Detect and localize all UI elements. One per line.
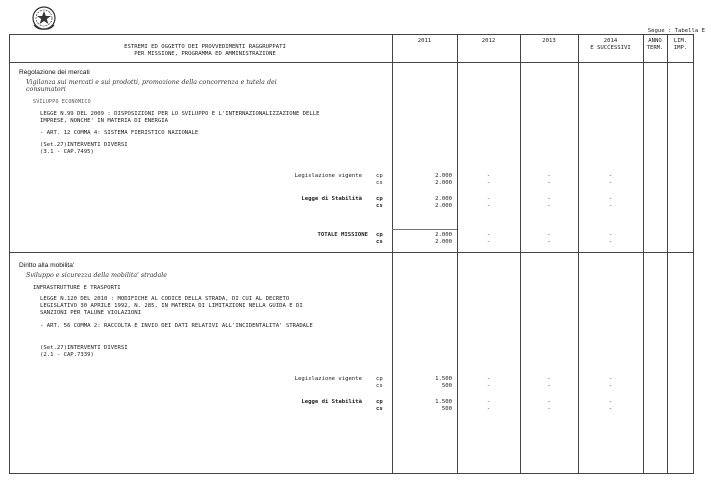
- value-2014-cs: -: [608, 180, 613, 186]
- row-label: Legge di Stabilità: [301, 196, 362, 202]
- col-divider-2011: [392, 34, 393, 474]
- value-2013-cs: -: [547, 383, 551, 389]
- row-label: Legislazione vigente: [294, 376, 362, 382]
- value-2014-cs: -: [608, 383, 613, 389]
- total-2013-cp: -: [547, 232, 551, 238]
- mission-1-chapter-line2: (3.1 - CAP.7495): [40, 149, 94, 155]
- header-lim-sub: IMP.: [673, 45, 688, 51]
- cp-label: cp: [376, 232, 383, 238]
- header-lim: LIM.: [673, 38, 688, 44]
- value-2013-cp: -: [547, 196, 551, 202]
- header-anno-sub: TERM.: [646, 45, 664, 51]
- mission-1-chapter-line1: (Set.27)INTERVENTI DIVERSI: [40, 142, 128, 148]
- value-2012-cs: -: [486, 383, 491, 389]
- total-rule: [392, 229, 457, 230]
- value-2011-cs: 2.000: [435, 180, 452, 186]
- cs-label: cs: [376, 383, 383, 389]
- cs-label: cs: [376, 203, 383, 209]
- value-2014-cs: -: [608, 406, 613, 412]
- value-2014-cp: -: [608, 173, 613, 179]
- value-2013-cs: -: [547, 203, 551, 209]
- total-label: TOTALE MISSIONE: [317, 232, 368, 238]
- value-2012-cp: -: [486, 376, 491, 382]
- mission-2-article: - ART. 56 COMMA 2: RACCOLTA E INVIO DEI DATI RELATIVI ALL'INCIDENTALITA' STRADALE: [40, 323, 313, 329]
- value-2012-cs: -: [486, 180, 491, 186]
- mission-1-law-line2: IMPRESE, NONCHE' IN MATERIA DI ENERGIA: [40, 118, 168, 124]
- cs-label: cs: [376, 239, 383, 245]
- value-2011-cs: 500: [441, 406, 452, 412]
- value-2011-cp: 1.500: [435, 399, 452, 405]
- republic-emblem-icon: [30, 5, 58, 31]
- total-2012-cp: -: [486, 232, 491, 238]
- value-2014-cp: -: [608, 399, 613, 405]
- value-2012-cp: -: [486, 173, 491, 179]
- cp-label: cp: [376, 196, 383, 202]
- col-divider-lim: [667, 34, 668, 474]
- value-2011-cp: 1.500: [435, 376, 452, 382]
- continuation-note: Segue : Tabella E: [647, 28, 705, 34]
- header-title-line2: PER MISSIONE, PROGRAMMA ED AMMINISTRAZIONE: [134, 51, 276, 57]
- total-2014-cp: -: [608, 232, 613, 238]
- header-2013: 2013: [542, 38, 556, 44]
- value-2012-cp: -: [486, 196, 491, 202]
- cs-label: cs: [376, 406, 383, 412]
- value-2014-cs: -: [608, 203, 613, 209]
- value-2011-cp: 2.000: [435, 173, 452, 179]
- value-2012-cs: -: [486, 203, 491, 209]
- header-anno: ANNO: [648, 38, 662, 44]
- value-2014-cp: -: [608, 196, 613, 202]
- total-2011-cp: 2.000: [435, 232, 452, 238]
- mission-1-admin: SVILUPPO ECONOMICO: [33, 99, 91, 105]
- cp-label: cp: [376, 173, 383, 179]
- value-2013-cp: -: [547, 399, 551, 405]
- value-2013-cp: -: [547, 173, 551, 179]
- mission-2-admin: INFRASTRUTTURE E TRASPORTI: [33, 285, 121, 291]
- header-title-line1: ESTREMI ED OGGETTO DEI PROVVEDIMENTI RAGGRUPPATI: [124, 44, 286, 50]
- cp-label: cp: [376, 399, 383, 405]
- mission-2-title: Diritto alla mobilita': [19, 262, 75, 269]
- value-2011-cs: 500: [441, 383, 452, 389]
- mission-1-title: Regolazione dei mercati: [19, 69, 90, 76]
- header-2012: 2012: [481, 38, 496, 44]
- value-2011-cp: 2.000: [435, 196, 452, 202]
- mission-1-program-line1: Vigilanza sui mercati e sui prodotti, promozione della concorrenza e tutela dei: [26, 79, 277, 86]
- mission-1-law-line1: LEGGE N.99 DEL 2009 : DISPOSIZIONI PER LO SVILUPPO E L'INTERNAZIONALIZZAZIONE DELLE: [40, 111, 320, 117]
- value-2014-cp: -: [608, 376, 613, 382]
- total-2014-cs: -: [608, 239, 613, 245]
- value-2012-cp: -: [486, 399, 491, 405]
- total-2012-cs: -: [486, 239, 491, 245]
- mission-2-law-line2: LEGISLATIVO 30 APRILE 1992, N. 285, IN MATERIA DI LIMITAZIONI NELLA GUIDA E DI: [40, 303, 303, 309]
- mission-1-program-line2: consumatori: [26, 86, 66, 93]
- total-2011-cs: 2.000: [435, 239, 452, 245]
- mission-2-chapter-line1: (Set.27)INTERVENTI DIVERSI: [40, 345, 128, 351]
- value-2013-cp: -: [547, 376, 551, 382]
- header-divider: [9, 62, 694, 63]
- header-2011: 2011: [417, 38, 432, 44]
- value-2012-cs: -: [486, 406, 491, 412]
- row-label: Legislazione vigente: [294, 173, 362, 179]
- mission-2-program: Sviluppo e sicurezza della mobilita' stradale: [26, 272, 167, 279]
- value-2013-cs: -: [547, 180, 551, 186]
- cp-label: cp: [376, 376, 383, 382]
- row-label: Legge di Stabilità: [301, 399, 362, 405]
- header-2014-sub: E SUCCESSIVI: [590, 45, 631, 51]
- total-2013-cs: -: [547, 239, 551, 245]
- value-2013-cs: -: [547, 406, 551, 412]
- cs-label: cs: [376, 180, 383, 186]
- header-2014: 2014: [603, 38, 618, 44]
- mission-2-law-line1: LEGGE N.120 DEL 2010 : MODIFICHE AL CODICE DELLA STRADA, DI CUI AL DECRETO: [40, 296, 290, 302]
- mission-2-chapter-line2: (2.1 - CAP.7339): [40, 352, 94, 358]
- mission-divider: [9, 252, 694, 253]
- value-2011-cs: 2.000: [435, 203, 452, 209]
- mission-1-article: - ART. 12 COMMA 4: SISTEMA FIERISTICO NAZIONALE: [40, 130, 199, 136]
- col-divider-anno: [643, 34, 644, 474]
- mission-2-law-line3: SANZIONI PER TALUNE VIOLAZIONI: [40, 310, 142, 316]
